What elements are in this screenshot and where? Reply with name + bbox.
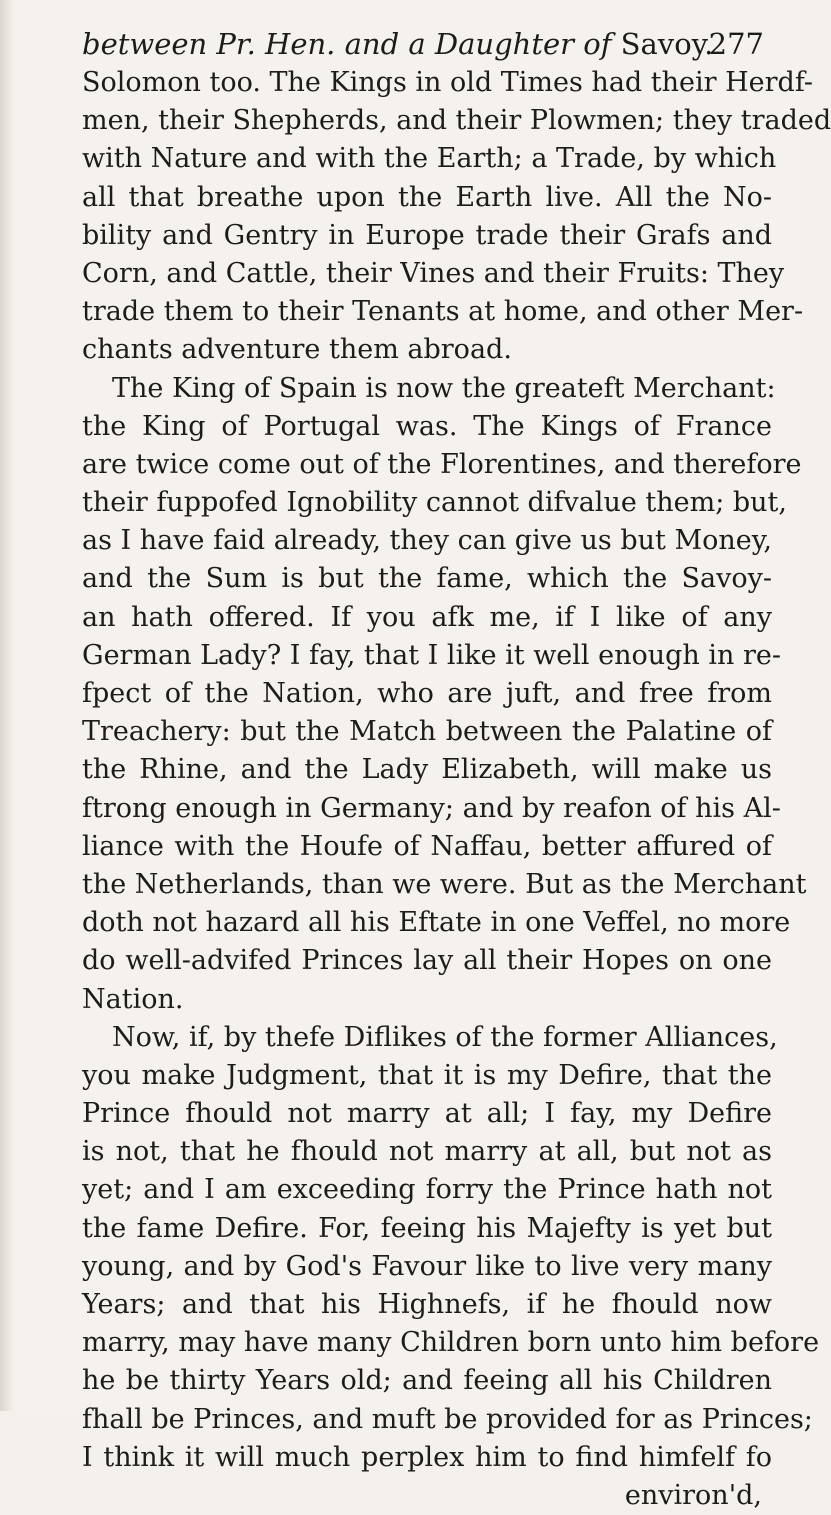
text-line: ftrong enough in Germany; and by reafon of his Al-	[82, 792, 781, 824]
header-title-part-a: between Pr. Hen.	[82, 27, 336, 61]
text-line: with Nature and with the Earth; a Trade, by which	[82, 143, 777, 175]
text-line: the Rhine, and the Lady Elizabeth, will make us	[82, 754, 772, 786]
text-line: Nation.	[82, 983, 184, 1015]
text-line: young, and by God's Favour like to live very many	[82, 1250, 772, 1282]
text-line: bility and Gentry in Europe trade their Grafs and	[82, 219, 772, 251]
page-gutter-shadow	[0, 0, 14, 1411]
text-line: as I have faid already, they can give us but Money,	[82, 525, 772, 557]
text-line: chants adventure them abroad.	[82, 334, 512, 366]
text-line: their fuppofed Ignobility cannot difvalue them; but,	[82, 487, 787, 519]
text-line: all that breathe upon the Earth live. All the No-	[82, 181, 772, 213]
text-line: marry, may have many Children born unto him before	[82, 1327, 820, 1359]
text-line: are twice come out of the Florentines, and therefore	[82, 448, 802, 480]
text-line: Now, if, by thefe Diflikes of the former Alliances,	[112, 1021, 778, 1053]
text-line: Solomon too. The Kings in old Times had their Herdf-	[82, 67, 813, 98]
text-line: Prince fhould not marry at all; I fay, my Defire	[82, 1098, 772, 1130]
text-line: Corn, and Cattle, their Vines and their Fruits: They	[82, 257, 785, 289]
text-line: German Lady? I fay, that I like it well enough in re-	[82, 639, 782, 671]
text-line: liance with the Houfe of Naffau, better affured of	[82, 830, 772, 862]
text-line: yet; and I am exceeding forry the Prince hath not	[82, 1174, 772, 1206]
text-line: and the Sum is but the fame, which the Savoy-	[82, 563, 772, 595]
header-title-part-c: Savoy.	[611, 27, 714, 61]
text-line: the Netherlands, than we were. But as the Merchant	[82, 868, 807, 900]
body-text	[82, 64, 831, 1511]
text-line: Treachery: but the Match between the Palatine of	[82, 716, 772, 748]
text-line: the King of Portugal was. The Kings of France	[82, 410, 772, 442]
text-line: doth not hazard all his Eftate in one Veffel, no more	[82, 907, 791, 939]
page-number: 277	[708, 27, 764, 61]
text-line: fhall be Princes, and muft be provided for as Princes;	[82, 1403, 813, 1435]
text-line: is not, that he fhould not marry at all, but not as	[82, 1136, 772, 1168]
text-line: The King of Spain is now the greateft Merchant:	[112, 372, 776, 404]
text-line: men, their Shepherds, and their Plowmen; they traded	[82, 105, 831, 137]
catchword: environ'd,	[624, 1479, 762, 1511]
text-line: trade them to their Tenants at home, and other Mer-	[82, 296, 804, 328]
text-line: he be thirty Years old; and feeing all his Children	[82, 1365, 772, 1397]
text-line: fpect of the Nation, who are juft, and free from	[82, 678, 772, 709]
text-line: I think it will much perplex him to find himfelf fo	[82, 1441, 772, 1473]
text-line: you make Judgment, that it is my Defire, that the	[82, 1059, 772, 1091]
running-header	[82, 20, 772, 68]
header-title-part-b: and a Daughter of	[335, 27, 612, 61]
text-line: an hath offered. If you afk me, if I like of any	[82, 601, 772, 633]
text-line: do well-advifed Princes lay all their Hopes on one	[82, 945, 772, 977]
text-line: Years; and that his Highnefs, if he fhould now	[82, 1289, 772, 1320]
text-line: the fame Defire. For, feeing his Majefty is yet but	[82, 1212, 772, 1244]
